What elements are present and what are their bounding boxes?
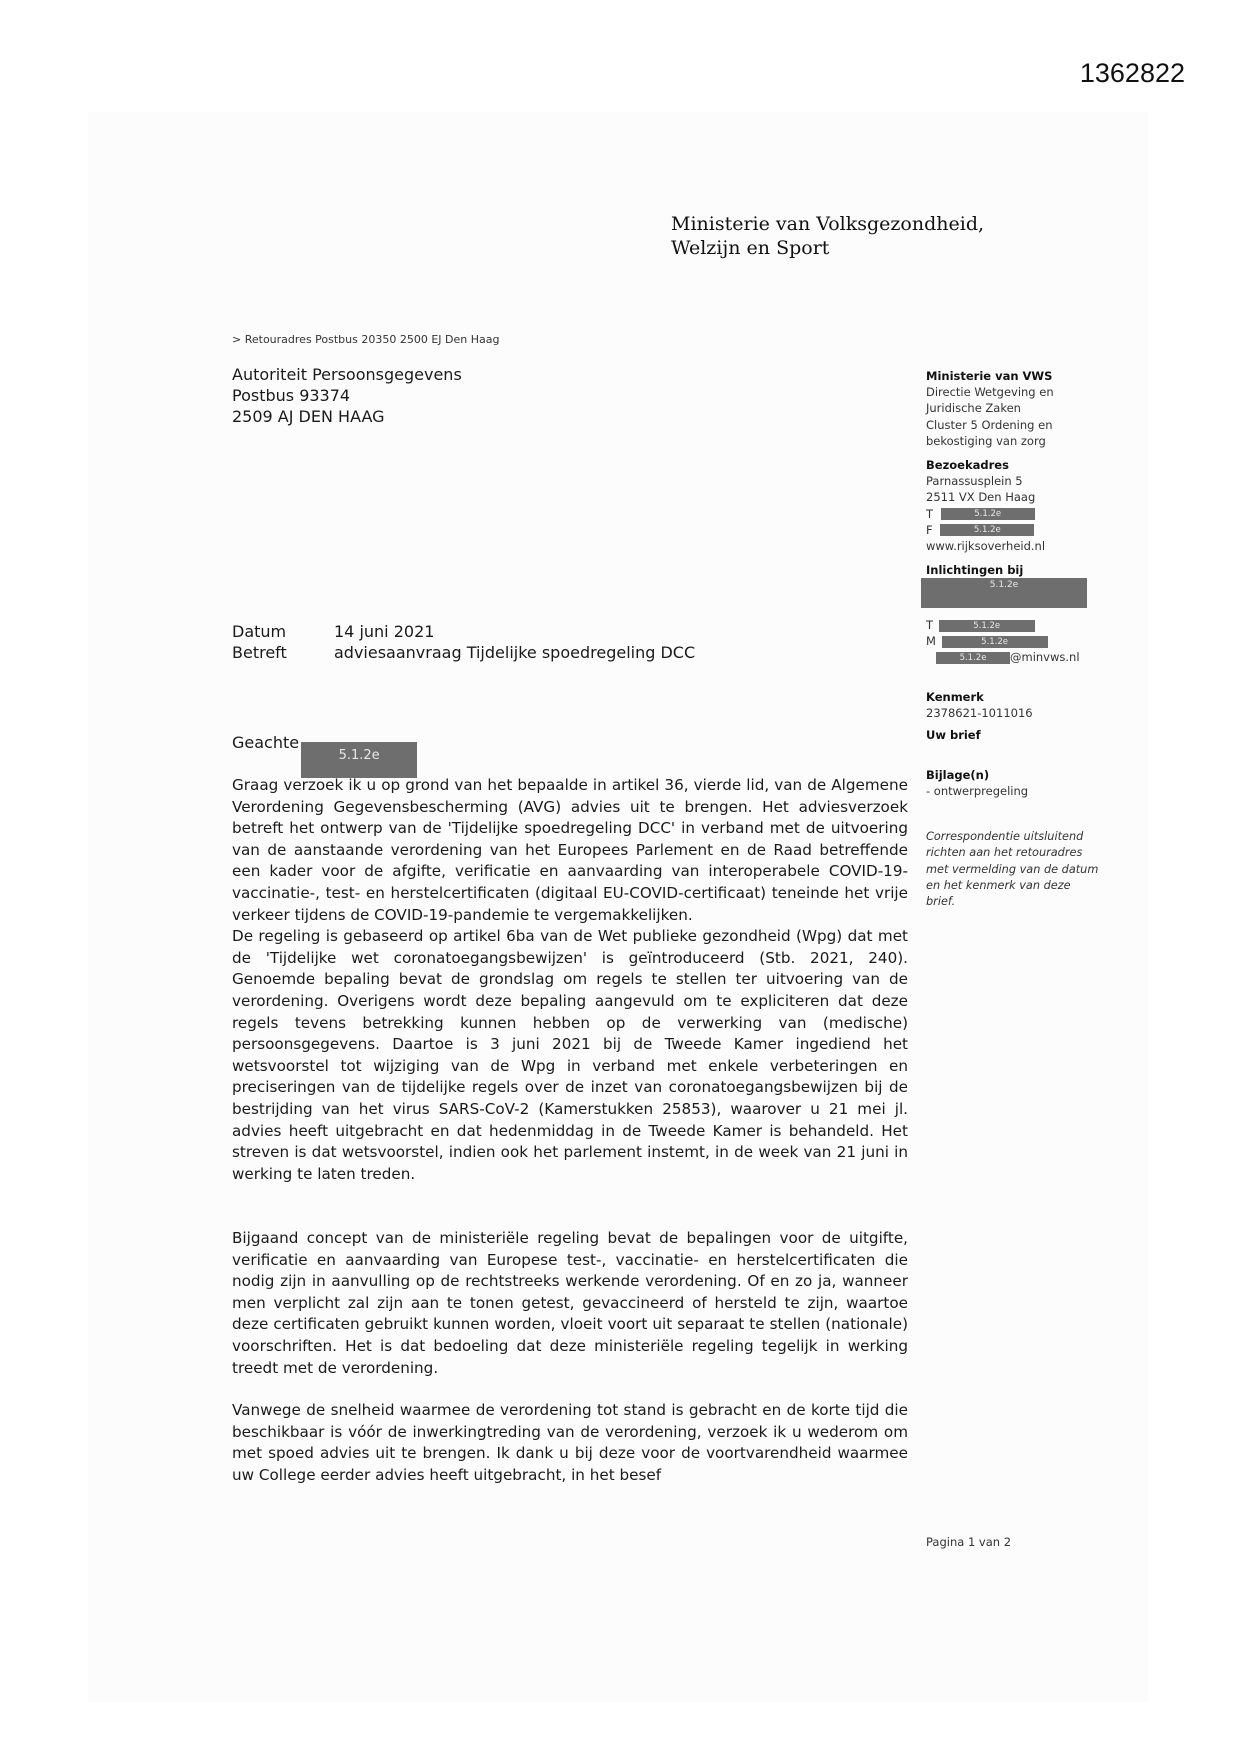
recipient-name: Autoriteit Persoonsgegevens [232, 365, 462, 384]
date-label: Datum [232, 622, 287, 641]
info-title: Inlichtingen bij [926, 563, 1024, 578]
fax-prefix: F [926, 522, 933, 537]
reference-title: Kenmerk [926, 690, 984, 704]
attachments-value: - ontwerpregeling [926, 784, 1029, 798]
redaction-box: 5.1.2e [921, 578, 1087, 608]
recipient-city: 2509 AJ DEN HAAG [232, 407, 385, 426]
subject-value: adviesaanvraag Tijdelijke spoedregeling DCC [334, 643, 696, 662]
redaction-box: 5.1.2e [301, 742, 417, 778]
sender-sidebar [926, 368, 1126, 578]
paragraph: Graag verzoek ik u op grond van het bepaalde in artikel 36, vierde lid, van de Algemene Verordening Gegevensbescherming (AVG) advies uit te brengen. Het adviesverzoek betreft het ontwerp van de 'Tijdelijke spoedregeling DCC' in verband met de uitvoering van de aanstaande verordening van het Europees Parlement en de Raad betreffende een kader voor de afgifte, verificatie en aanvaarding van interoperabele COVID-19-vaccinatie-, test- en herstelcertificaten (digitaal EU-COVID-certificaat) teneinde het vrije verkeer tijdens de COVID-19-pandemie te vergemakkelijken. [232, 776, 908, 924]
ministry-logo [671, 212, 984, 260]
redaction-box: 5.1.2e [939, 620, 1035, 632]
subject-label: Betreft [232, 643, 287, 662]
ministry-name-line2: Welzijn en Sport [671, 237, 830, 259]
salutation [232, 733, 417, 778]
reference-value: 2378621-1011016 [926, 706, 1033, 720]
body-paragraph-4 [232, 1400, 908, 1486]
contact-m-prefix: M [926, 634, 936, 648]
body-paragraphs-1 [232, 775, 908, 1185]
salutation-text: Geachte [232, 733, 300, 752]
body-paragraph-3 [232, 1228, 908, 1379]
redaction-box: 5.1.2e [941, 508, 1035, 520]
visit-address-title: Bezoekadres [926, 458, 1009, 473]
redaction-box: 5.1.2e [942, 636, 1048, 648]
date-value: 14 juni 2021 [334, 622, 435, 641]
visit-address-street: Parnassusplein 5 [926, 474, 1023, 489]
attachments-title: Bijlage(n) [926, 768, 990, 782]
email-suffix: @minvws.nl [1010, 650, 1080, 664]
contact-phone-row [926, 618, 1035, 632]
redaction-box: 5.1.2e [940, 524, 1034, 536]
paragraph: Vanwege de snelheid waarmee de verordening tot stand is gebracht en de korte tijd die beschikbaar is vóór de inwerkingtreding van de verordening, verzoek ik u wederom om met spoed advies uit te brengen. Ik dank u bij deze voor de voortvarendheid waarmee uw College eerder advies heeft uitgebracht, in het besef [232, 1401, 908, 1484]
fax-row [926, 522, 1126, 538]
paragraph: Bijgaand concept van de ministeriële regeling bevat de bepalingen voor de uitgifte, verificatie en aanvaarding van Europese test-, vaccinatie- en herstelcertificaten die nodig zijn in aanvulling op de rechtstreeks werkende verordening. Of en zo ja, wanneer men verplicht zal zijn aan te tonen getest, gevaccineerd of hersteld te zijn, waartoe deze certificaten gebruikt kunnen worden, vloeit voort uit separaat te stellen (nationale) voorschriften. Het is dat bedoeling dat deze ministeriële regeling tegelijk in werking treedt met de verordening. [232, 1229, 908, 1377]
visit-address-city: 2511 VX Den Haag [926, 490, 1036, 505]
ministry-name-line1: Ministerie van Volksgezondheid, [671, 213, 985, 235]
document-number: 1362822 [1079, 58, 1185, 88]
contact-mobile-row [926, 634, 1048, 648]
return-address: > Retouradres Postbus 20350 2500 EJ Den Haag [232, 333, 500, 346]
paragraph: De regeling is gebaseerd op artikel 6ba van de Wet publieke gezondheid (Wpg) dat met de 'Tijdelijke wet coronatoegangsbewijzen' is geïntroduceerd (Stb. 2021, 240). Genoemde bepaling bevat de grondslag om regels te stellen ter uitvoering van de verordening. Overigens wordt deze bepaling aangevuld om te expliciteren dat deze regels tevens betrekking kunnen hebben op de verwerking van (medische) persoonsgegevens. Daartoe is 3 juni 2021 bij de Tweede Kamer ingediend het wetsvoorstel tot wijziging van de Wpg in verband met enkele verbeteringen en preciseringen van de tijdelijke regels over de inzet van coronatoegangsbewijzen bij de bestrijding van het virus SARS-CoV-2 (Kamerstukken 25853), waarover u 21 mei jl. advies heeft uitgebracht en dat hedenmiddag in de Tweede Kamer is behandeld. Het streven is dat wetsvoorstel, indien ook het parlement instemt, in de week van 21 juni in werking te laten treden. [232, 927, 908, 1183]
your-letter-title: Uw brief [926, 728, 981, 742]
org-title: Ministerie van VWS [926, 369, 1053, 383]
phone-prefix: T [926, 506, 934, 521]
correspondence-note: Correspondentie uitsluitend richten aan het retouradres met vermelding van de datum en het kenmerk van deze brief. [926, 830, 1099, 909]
org-line: Cluster 5 Ordening en [926, 417, 1053, 432]
page-number: Pagina 1 van 2 [926, 1535, 1012, 1549]
redaction-box: 5.1.2e [936, 652, 1010, 664]
date-row [232, 622, 434, 641]
org-line: Juridische Zaken [926, 401, 1021, 416]
contact-t-prefix: T [926, 618, 934, 632]
website: www.rijksoverheid.nl [926, 539, 1046, 554]
recipient-postbus: Postbus 93374 [232, 386, 351, 405]
subject-row [232, 643, 695, 662]
phone-row [926, 506, 1126, 522]
contact-email-row [936, 650, 1080, 664]
org-line: Directie Wetgeving en [926, 385, 1054, 400]
recipient-address [232, 364, 462, 427]
org-line: bekostiging van zorg [926, 433, 1046, 448]
